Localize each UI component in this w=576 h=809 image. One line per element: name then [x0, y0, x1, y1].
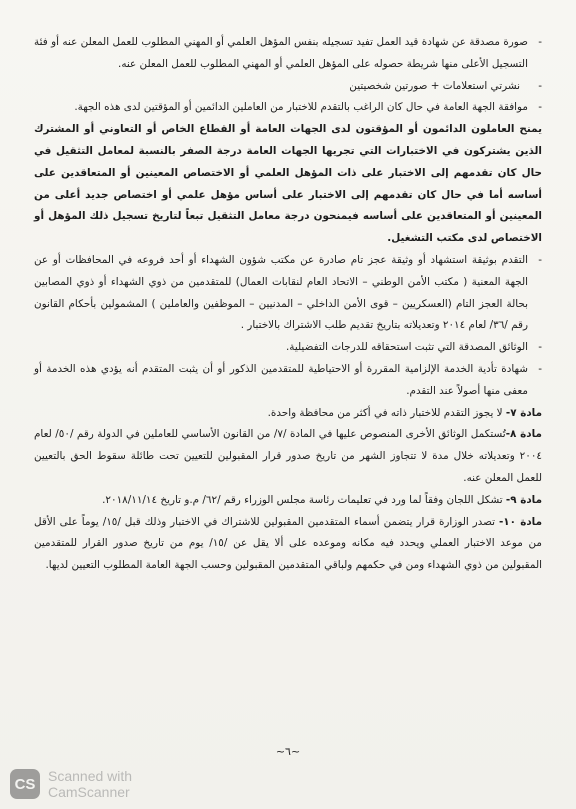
- document-body: [34, 32, 542, 577]
- article-7-number: مادة ٧-: [505, 406, 542, 419]
- article-10-text: تصدر الوزارة قرار يتضمن أسماء المتقدمين المقبولين للاشتراك في الاختبار وذلك قبل /١٥/ يوماً على الأقل من موعد الاختبار العملي ويحدد فيه مكانه وموعده على ألا يقل عن /١٥/ يوم من تاريخ صدور القرار للمتقدمين المقبولين من ذوي الشهداء ومن في حكمهم ولباقي المتقدمين المقبولين وحسب الجهة العامة المطلوب التعيين لديها.: [34, 515, 542, 572]
- camscanner-watermark: [10, 768, 132, 800]
- page-number: ~٦~: [275, 745, 301, 758]
- watermark-line-1: Scanned with: [48, 768, 133, 784]
- article-8-number: مادة ٨-: [505, 428, 542, 441]
- requirement-military-service: - شهادة تأدية الخدمة الإلزامية المقررة أو الاحتياطية للمتقدمين الذكور أو أن يثبت المتقدم أنه يؤدي هذه الخدمة أو معفى منها أصولاً عند التقدم.: [34, 359, 542, 403]
- requirement-preferential-documents: - الوثائق المصدقة التي تثبت استحقاقه للدرجات التفضيلية.: [34, 337, 542, 359]
- requirement-certificate: - صورة مصدقة عن شهادة قيد العمل تفيد تسجيله بنفس المؤهل العلمي أو المهني المطلوب للعمل المعلن عنه أو فئة التسجيل الأعلى منها شريطة حصوله على المؤهل العلمي أو المهني المطلوب للعمل المعلن عنه.: [34, 32, 542, 76]
- camscanner-logo-icon: CS: [10, 769, 40, 799]
- requirement-employer-approval: - موافقة الجهة العامة في حال كان الراغب بالتقدم للاختبار من العاملين الدائمين أو المؤقتين لدى هذه الجهة.: [34, 97, 542, 119]
- article-8: [34, 424, 542, 489]
- article-8-text: تُستكمل الوثائق الأخرى المنصوص عليها في المادة /٧/ من القانون الأساسي للعاملين في الدولة رقم /٥٠/ لعام ٢٠٠٤ وتعديلاته خلال مدة لا تتجاوز الشهر من تاريخ صدور قرار المقبولين للتعيين تحت طائلة سقوط الحق بالتعيين للعمل المعلن عنه.: [34, 428, 542, 484]
- article-9-text: تشكل اللجان وفقاً لما ورد في تعليمات رئاسة مجلس الوزراء رقم /٦٢/ م.و تاريخ ٢٠١٨/١١/١٤.: [102, 493, 506, 506]
- watermark-text: [48, 768, 132, 800]
- article-7: [34, 403, 542, 425]
- article-7-text: لا يجوز التقدم للاختبار ذاته في أكثر من محافظة واحدة.: [267, 406, 506, 419]
- article-9: [34, 490, 542, 512]
- requirement-martyr-document: - التقدم بوثيقة استشهاد أو وثيقة عجز تام صادرة عن مكتب شؤون الشهداء أو أحد فروعه في المحافظات أو عن الجهة المعنية ( مكتب الأمن الوطني – الاتحاد العام لنقابات العمال) للمتقدمين من ذوي الشهداء أو ذوي المصابين بحالة العجز التام (العسكريين – قوى الأمن الداخلي – المدنيين – الموظفين والعاملين ) المشمولين بأحكام القانون رقم /٣٦/ لعام ٢٠١٤ وتعديلاته بتاريخ تقديم طلب الاشتراك بالاختبار .: [34, 250, 542, 337]
- watermark-line-2: CamScanner: [48, 784, 130, 800]
- article-9-number: مادة ٩-: [505, 493, 542, 506]
- article-10-number: مادة ١٠-: [498, 515, 543, 528]
- weighting-paragraph: يمنح العاملون الدائمون أو المؤقتون لدى الجهات العامة أو القطاع الخاص أو التعاوني أو المشترك الذين يشتركون في الاختبارات التي تجريها الجهات العامة درجة الصفر بالنسبة لمعامل التثقيل في حال كان تقدمهم إلى الاختبار على ذات المؤهل العلمي أو الاختصاص المعينين أو المتعاقدين على أساسه أما في حال كان تقدمهم إلى الاختبار على أساس مؤهل علمي أو اختصاص جديد أعلى من المعينين أو المتعاقدين على أساسه فيمنحون درجة معامل التثقيل تبعاً لتاريخ تسجيل ذلك المؤهل أو الاختصاص لدى مكتب التشغيل.: [34, 123, 542, 245]
- article-10: [34, 512, 542, 577]
- requirement-photos: - نشرتي استعلامات + صورتين شخصيتين: [34, 76, 542, 98]
